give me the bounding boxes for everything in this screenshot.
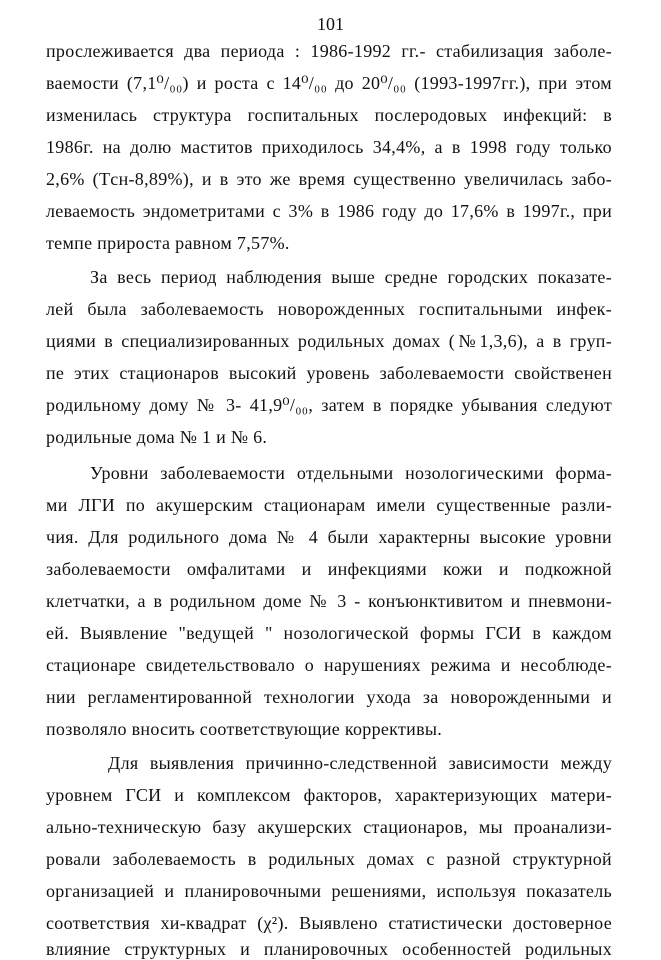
text-line: изменилась структура госпитальных послеродовых инфекций: в xyxy=(46,105,612,125)
text-line: пе этих стационаров высокий уровень заболеваемости свойственен xyxy=(46,363,612,383)
text-line: влияние структурных и планировочных особенностей родильных xyxy=(46,939,612,959)
text-line: Уровни заболеваемости отдельными нозологическими форма- xyxy=(90,463,612,483)
text-line: ально-техническую базу акушерских стационаров, мы проанализи- xyxy=(46,817,612,837)
text-line: позволяло вносить соответствующие коррективы. xyxy=(46,719,443,739)
text-line: За весь период наблюдения выше средне городских показате- xyxy=(90,267,612,287)
text-line: клетчатки, а в родильном доме № 3 - конъюнктивитом и пневмони- xyxy=(46,591,612,611)
text-line: Для выявления причинно-следственной зависимости между xyxy=(108,753,612,773)
text-line: лей была заболеваемость новорожденных госпитальными инфек- xyxy=(46,299,612,319)
text-line: ваемости (7,1⁰/₀₀) и роста с 14⁰/₀₀ до 20⁰/₀₀ (1993-1997гг.), при этом xyxy=(46,73,612,93)
text-line: стационаре свидетельствовало о нарушениях режима и несоблюде- xyxy=(46,655,612,675)
text-line: 2,6% (Tсн-8,89%), и в это же время существенно увеличилась забо- xyxy=(46,169,612,189)
text-line: заболеваемости омфалитами и инфекциями кожи и подкожной xyxy=(46,559,612,579)
text-line: леваемость эндометритами с 3% в 1986 году до 17,6% в 1997г., при xyxy=(46,201,612,221)
text-line: родильные дома № 1 и № 6. xyxy=(46,427,268,447)
text-line: нии регламентированной технологии ухода за новорожденными и xyxy=(46,687,612,707)
page-number: 101 xyxy=(317,14,344,34)
text-line: прослеживается два периода : 1986-1992 гг.- стабилизация заболе- xyxy=(46,41,612,61)
text-line: чия. Для родильного дома № 4 были характерны высокие уровни xyxy=(46,527,612,547)
text-line: соответствия хи-квадрат (χ²). Выявлено статистически достоверное xyxy=(46,913,612,933)
text-line: родильному дому № 3- 41,9⁰/₀₀, затем в порядке убывания следуют xyxy=(46,395,612,415)
text-line: ровали заболеваемость в родильных домах с разной структурной xyxy=(46,849,612,869)
text-line: организацией и планировочными решениями, используя показатель xyxy=(46,881,612,901)
text-line: темпе прироста равном 7,57%. xyxy=(46,233,290,253)
text-line: уровнем ГСИ и комплексом факторов, характеризующих матери- xyxy=(46,785,612,805)
text-line: 1986г. на долю маститов приходилось 34,4%, а в 1998 году только xyxy=(46,137,612,157)
text-line: ей. Выявление "ведущей " нозологической формы ГСИ в каждом xyxy=(46,623,612,643)
text-line: ми ЛГИ по акушерским стационарам имели существенные разли- xyxy=(46,495,612,515)
text-line: циями в специализированных родильных домах (№1,3,6), а в груп- xyxy=(46,331,612,351)
